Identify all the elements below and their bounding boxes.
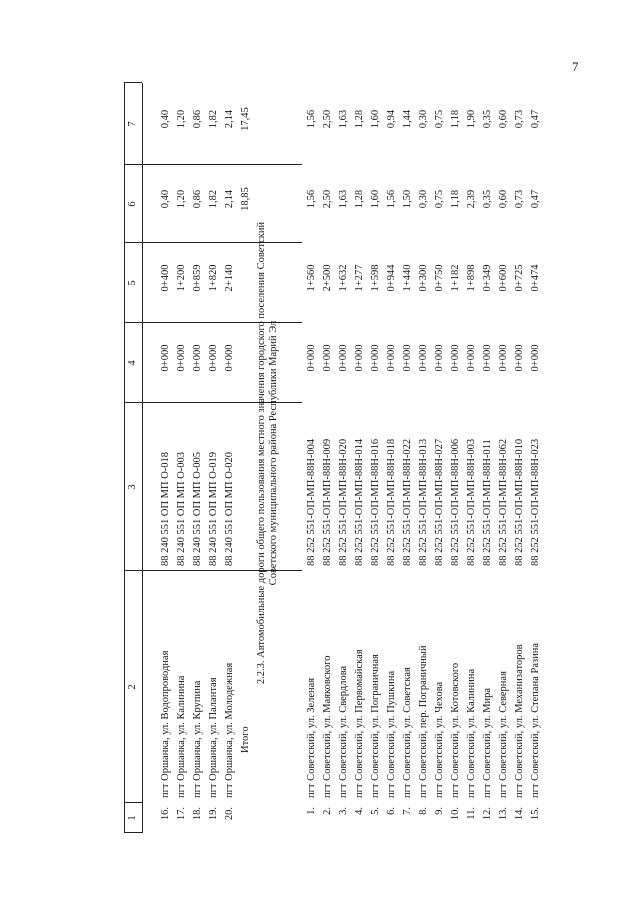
- row-a-4-start: 0+000: [223, 344, 235, 371]
- row-b-8-start: 0+000: [433, 344, 445, 371]
- row-b-14-n: 15.: [529, 806, 541, 820]
- row-b-8-val: 0,75: [433, 109, 445, 128]
- row-a-3-end: 1+820: [207, 264, 219, 291]
- row-b-2-val: 1,63: [337, 109, 349, 128]
- row-b-2-name: пгт Советский, ул. Свердлова: [337, 665, 349, 798]
- row-b-5-start: 0+000: [385, 344, 397, 371]
- row-b-0-code: 88 252 551-ОП-МП-88Н-004: [305, 438, 317, 566]
- row-b-14-name: пгт Советский, ул. Степана Разина: [529, 642, 541, 798]
- row-b-13-n: 14.: [513, 806, 525, 820]
- row-a-2-code: 88 240 551 ОП МП О-005: [191, 451, 203, 566]
- row-a-1-start: 0+000: [175, 344, 187, 371]
- row-b-9-val: 1,18: [449, 109, 461, 128]
- row-b-13-name: пгт Советский, ул. Механизаторов: [513, 643, 525, 798]
- row-b-2-code: 88 252 551-ОП-МП-88Н-020: [337, 438, 349, 566]
- row-b-12-len: 0,60: [497, 189, 509, 208]
- row-a-3-code: 88 240 551 ОП МП О-019: [207, 451, 219, 566]
- row-b-4-val: 1,60: [369, 109, 381, 128]
- row-b-12-end: 0+600: [497, 264, 509, 291]
- row-b-13-len: 0,73: [513, 189, 525, 208]
- row-b-7-code: 88 252 551-ОП-МП-88Н-013: [417, 438, 429, 566]
- row-b-13-start: 0+000: [513, 344, 525, 371]
- row-a-3-val: 1,82: [207, 109, 219, 128]
- row-b-4-end: 1+598: [369, 264, 381, 291]
- row-a-1-name: пгт Оршанка, ул. Калинина: [175, 675, 187, 798]
- row-b-1-code: 88 252 551-ОП-МП-88Н-009: [321, 438, 333, 566]
- row-b-3-code: 88 252 551-ОП-МП-88Н-014: [353, 438, 365, 566]
- row-a-3-n: 19.: [207, 806, 219, 820]
- row-b-5-val: 0,94: [385, 109, 397, 128]
- row-a-1-n: 17.: [175, 806, 187, 820]
- column-divider-7: [124, 82, 142, 83]
- row-b-13-val: 0,73: [513, 109, 525, 128]
- row-b-1-n: 2.: [321, 806, 333, 815]
- row-b-0-n: 1.: [305, 806, 317, 815]
- row-b-3-start: 0+000: [353, 344, 365, 371]
- table-left-rule: [124, 832, 142, 833]
- row-b-3-name: пгт Советский, ул. Первомайская: [353, 648, 365, 798]
- row-b-1-name: пгт Советский, ул. Маяковского: [321, 654, 333, 798]
- row-b-4-len: 1,60: [369, 189, 381, 208]
- column-header-5: 5: [126, 279, 138, 286]
- row-b-8-n: 9.: [433, 806, 445, 815]
- row-b-4-n: 5.: [369, 806, 381, 815]
- row-b-12-val: 0,60: [497, 109, 509, 128]
- row-b-11-end: 0+349: [481, 264, 493, 291]
- row-a-3-len: 1,82: [207, 189, 219, 208]
- row-b-4-name: пгт Советский, ул. Пограничная: [369, 653, 381, 798]
- row-b-6-val: 1,44: [401, 109, 413, 128]
- row-b-14-code: 88 252 551-ОП-МП-88Н-023: [529, 438, 541, 566]
- row-b-9-name: пгт Советский, ул. Котовского: [449, 662, 461, 798]
- row-b-6-n: 7.: [401, 806, 413, 815]
- row-a-2-n: 18.: [191, 806, 203, 820]
- row-a-2-start: 0+000: [191, 344, 203, 371]
- row-b-0-start: 0+000: [305, 344, 317, 371]
- table-header-bottom-rule: [142, 83, 143, 833]
- column-header-6: 6: [126, 200, 138, 207]
- row-b-5-code: 88 252 551-ОП-МП-88Н-018: [385, 438, 397, 566]
- row-b-11-name: пгт Советский, ул. Мира: [481, 687, 493, 798]
- total-len: 18,85: [239, 186, 251, 211]
- row-b-14-start: 0+000: [529, 344, 541, 371]
- row-a-4-len: 2,14: [223, 189, 235, 208]
- row-b-11-len: 0,35: [481, 189, 493, 208]
- row-b-6-end: 1+440: [401, 264, 413, 291]
- row-b-4-start: 0+000: [369, 344, 381, 371]
- row-a-0-end: 0+400: [159, 264, 171, 291]
- row-b-3-n: 4.: [353, 806, 365, 815]
- total-val: 17,45: [239, 106, 251, 131]
- row-a-4-n: 20.: [223, 806, 235, 820]
- row-b-8-code: 88 252 551-ОП-МП-88Н-027: [433, 438, 445, 566]
- column-divider-1: [124, 802, 142, 803]
- row-b-10-end: 1+898: [465, 264, 477, 291]
- row-b-10-n: 11.: [465, 806, 477, 820]
- row-b-0-name: пгт Советский, ул. Зеленая: [305, 677, 317, 798]
- row-a-4-name: пгт Оршанка, ул. Молодежная: [223, 662, 235, 798]
- row-a-1-end: 1+200: [175, 264, 187, 291]
- row-b-7-name: пгт Советский, пер. Пограничный: [417, 644, 429, 798]
- row-a-4-val: 2,14: [223, 109, 235, 128]
- row-b-10-len: 2,39: [465, 189, 477, 208]
- row-a-2-len: 0,86: [191, 189, 203, 208]
- row-b-3-len: 1,28: [353, 189, 365, 208]
- row-b-10-start: 0+000: [465, 344, 477, 371]
- row-b-7-start: 0+000: [417, 344, 429, 371]
- row-b-5-end: 0+944: [385, 264, 397, 291]
- row-b-11-n: 12.: [481, 806, 493, 820]
- row-b-8-len: 0,75: [433, 189, 445, 208]
- row-a-0-n: 16.: [159, 806, 171, 820]
- row-b-1-end: 2+500: [321, 264, 333, 291]
- page-number: 7: [572, 59, 579, 74]
- row-b-10-code: 88 252 551-ОП-МП-88Н-003: [465, 438, 477, 566]
- section-heading-line-2: Советского муниципального района Республики Марий Эл: [267, 320, 279, 585]
- row-b-0-end: 1+560: [305, 264, 317, 291]
- column-header-4: 4: [126, 359, 138, 366]
- row-b-2-end: 1+632: [337, 264, 349, 291]
- row-a-4-code: 88 240 551 ОП МП О-020: [223, 451, 235, 566]
- row-b-12-n: 13.: [497, 806, 509, 820]
- row-a-0-start: 0+000: [159, 344, 171, 371]
- row-b-6-code: 88 252 551-ОП-МП-88Н-022: [401, 438, 413, 566]
- rotated-road-table: [60, 63, 580, 843]
- column-header-3: 3: [126, 483, 138, 490]
- row-b-2-len: 1,63: [337, 189, 349, 208]
- row-a-2-end: 0+859: [191, 264, 203, 291]
- row-a-0-code: 88 240 551 ОП МП О-018: [159, 451, 171, 566]
- column-header-1: 1: [126, 814, 138, 821]
- row-a-1-len: 1,20: [175, 189, 187, 208]
- table-top-rule: [124, 83, 125, 833]
- row-b-3-end: 1+277: [353, 264, 365, 291]
- row-b-8-end: 0+750: [433, 264, 445, 291]
- row-b-10-name: пгт Советский, ул. Калинина: [465, 668, 477, 798]
- row-b-0-val: 1,56: [305, 109, 317, 128]
- row-b-13-end: 0+725: [513, 264, 525, 291]
- row-b-6-start: 0+000: [401, 344, 413, 371]
- row-b-11-val: 0,35: [481, 109, 493, 128]
- row-b-14-len: 0,47: [529, 189, 541, 208]
- row-b-1-len: 2,50: [321, 189, 333, 208]
- row-a-1-val: 1,20: [175, 109, 187, 128]
- row-b-2-n: 3.: [337, 806, 349, 815]
- column-header-2: 2: [126, 683, 138, 690]
- row-b-12-start: 0+000: [497, 344, 509, 371]
- column-header-7: 7: [126, 120, 138, 127]
- row-b-13-code: 88 252 551-ОП-МП-88Н-010: [513, 438, 525, 566]
- row-b-8-name: пгт Советский, ул. Чехова: [433, 681, 445, 798]
- row-b-9-len: 1,18: [449, 189, 461, 208]
- row-b-12-name: пгт Советский, ул. Северная: [497, 670, 509, 798]
- row-b-1-start: 0+000: [321, 344, 333, 371]
- row-a-4-end: 2+140: [223, 264, 235, 291]
- row-b-6-len: 1,50: [401, 189, 413, 208]
- row-b-9-code: 88 252 551-ОП-МП-88Н-006: [449, 438, 461, 566]
- row-b-10-val: 1,90: [465, 109, 477, 128]
- row-a-3-name: пгт Оршанка, ул. Палантая: [207, 676, 219, 798]
- row-b-7-n: 8.: [417, 806, 429, 815]
- row-b-1-val: 2,50: [321, 109, 333, 128]
- row-a-1-code: 88 240 551 ОП МП О-003: [175, 451, 187, 566]
- row-a-0-val: 0,40: [159, 109, 171, 128]
- row-b-14-val: 0,47: [529, 109, 541, 128]
- total-label: Итого: [239, 725, 251, 753]
- row-a-0-name: пгт Оршанка, ул. Водопроводная: [159, 650, 171, 798]
- row-b-14-end: 0+474: [529, 264, 541, 291]
- row-a-2-name: пгт Оршанка, ул. Крупина: [191, 680, 203, 798]
- row-a-2-val: 0,86: [191, 109, 203, 128]
- row-b-2-start: 0+000: [337, 344, 349, 371]
- row-b-11-start: 0+000: [481, 344, 493, 371]
- row-b-3-val: 1,28: [353, 109, 365, 128]
- row-a-0-len: 0,40: [159, 189, 171, 208]
- row-b-9-start: 0+000: [449, 344, 461, 371]
- row-b-7-end: 0+300: [417, 264, 429, 291]
- section-heading-line-1: 2.2.3. Автомобильные дороги общего пользования местного значения городского поселения Советский: [255, 221, 267, 684]
- row-b-7-val: 0,30: [417, 109, 429, 128]
- row-b-4-code: 88 252 551-ОП-МП-88Н-016: [369, 438, 381, 566]
- row-b-11-code: 88 252 551-ОП-МП-88Н-011: [481, 438, 493, 566]
- row-b-6-name: пгт Советский, ул. Советская: [401, 666, 413, 798]
- row-b-5-name: пгт Советский, ул. Пушкина: [385, 670, 397, 798]
- row-b-12-code: 88 252 551-ОП-МП-88Н-062: [497, 438, 509, 566]
- row-a-3-start: 0+000: [207, 344, 219, 371]
- row-b-0-len: 1,56: [305, 189, 317, 208]
- row-b-9-end: 1+182: [449, 264, 461, 291]
- row-b-5-n: 6.: [385, 806, 397, 815]
- row-b-7-len: 0,30: [417, 189, 429, 208]
- row-b-5-len: 1,56: [385, 189, 397, 208]
- row-b-9-n: 10.: [449, 806, 461, 820]
